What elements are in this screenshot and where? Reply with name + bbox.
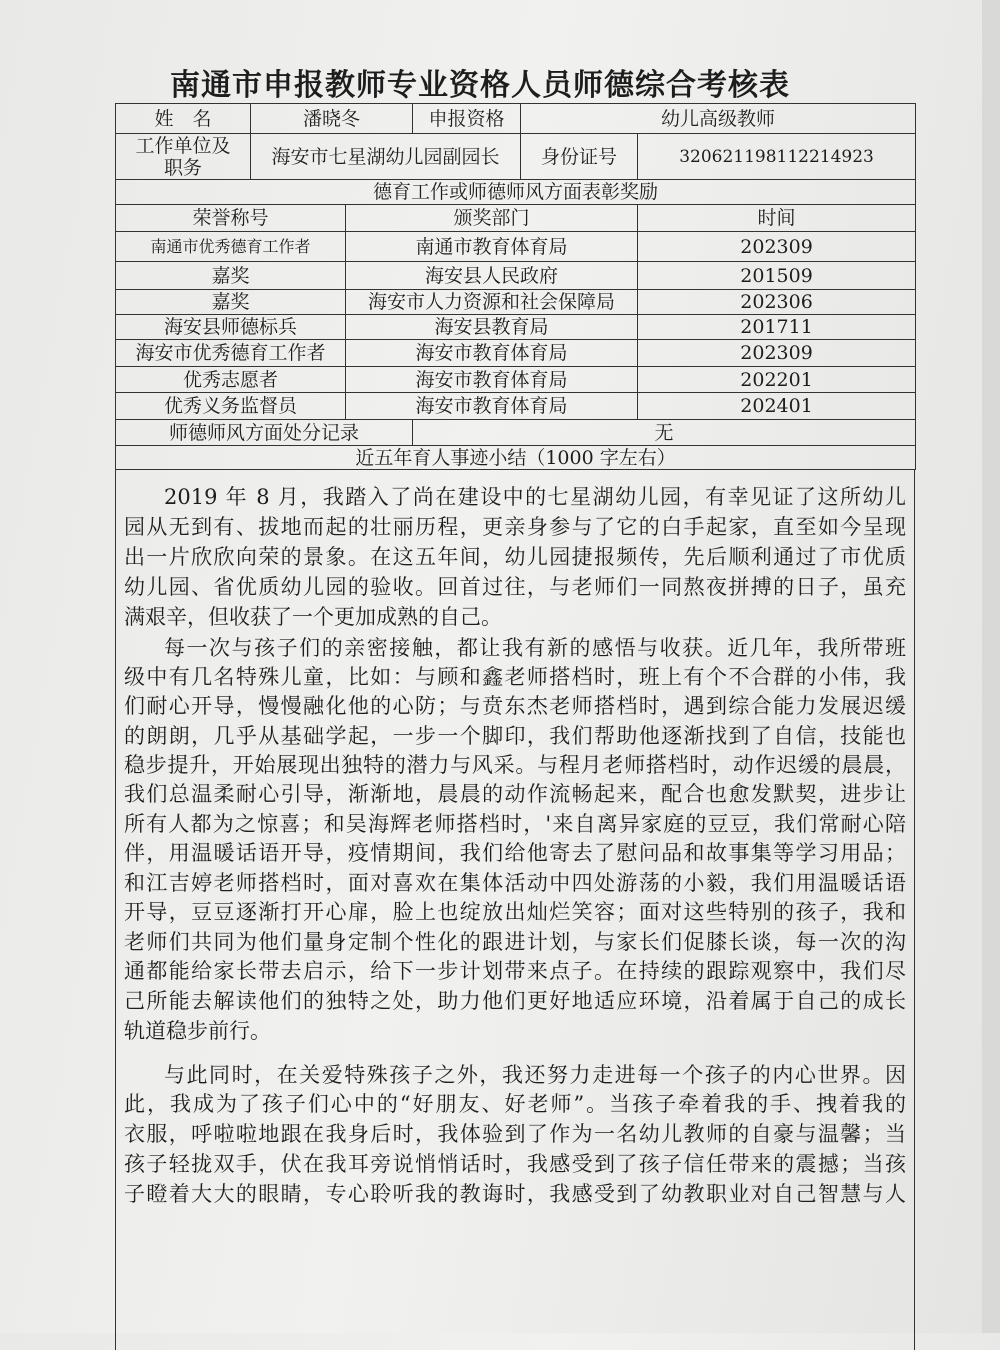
col-header-date: 时间 [638,205,916,232]
qualification-label: 申报资格 [413,104,521,134]
awards-heading: 德育工作或师德师风方面表彰奖励 [116,180,916,205]
assessment-table [115,103,916,470]
summary-line: 的朗朗，几乎从基础学起，一步一个脚印，我们帮助他逐渐找到了自信，技能也 [124,724,906,748]
summary-line: 园从无到有、拔地而起的壮丽历程，更亲身参与了它的白手起家，直至如今呈现 [124,515,906,539]
award-issuer: 海安市教育体育局 [346,340,638,367]
summary-line: 开导，豆豆逐渐打开心扉，脸上也绽放出灿烂笑容；面对这些特别的孩子，我和 [124,900,906,924]
award-issuer: 海安市教育体育局 [346,393,638,420]
award-row [116,367,916,393]
summary-line: 我们总温柔耐心引导，渐渐地，晨晨的动作流畅起来，配合也愈发默契，进步让 [124,782,906,806]
summary-line: 满艰辛，但收获了一个更加成熟的自己。 [124,605,502,629]
award-issuer: 海安市人力资源和社会保障局 [346,290,638,315]
summary-line: 与此同时，在关爱特殊孩子之外，我还努力走进每一个孩子的内心世界。因 [164,1063,906,1087]
award-date: 202306 [638,290,916,315]
award-honor: 海安市优秀德育工作者 [116,340,346,367]
employer-value: 海安市七星湖幼儿园副园长 [251,134,521,180]
award-row [116,393,916,420]
summary-line: 子瞪着大大的眼睛，专心聆听我的教诲时，我感受到了幼教职业对自己智慧与人 [124,1182,906,1206]
summary-line: 衣服，呼啦啦地跟在我身后时，我体验到了作为一名幼儿教师的自豪与温馨；当 [124,1122,906,1146]
award-issuer: 海安县教育局 [346,315,638,340]
award-date: 201509 [638,262,916,290]
summary-line: 2019 年 8 月，我踏入了尚在建设中的七星湖幼儿园，有幸见证了这所幼儿 [164,485,906,509]
summary-line: 每一次与孩子们的亲密接触，都让我有新的感悟与收获。近几年，我所带班 [164,636,906,660]
award-issuer: 海安市教育体育局 [346,367,638,393]
summary-line: 老师们共同为他们量身定制个性化的跟进计划，与家长们促膝长谈，每一次的沟 [124,930,906,954]
employer-label: 工作单位及职务 [116,134,251,180]
summary-line: 和江吉婷老师搭档时，面对喜欢在集体活动中四处游荡的小毅，我们用温暖话语 [124,871,906,895]
award-issuer: 南通市教育体育局 [346,232,638,262]
award-issuer: 海安县人民政府 [346,262,638,290]
award-row [116,290,916,315]
summary-line: 轨道稳步前行。 [124,1019,271,1043]
penalty-label: 师德师风方面处分记录 [116,420,413,446]
summary-line: 此，我成为了孩子们心中的“好朋友、好老师”。当孩子牵着我的手、拽着我的 [124,1092,906,1116]
penalty-value: 无 [413,420,916,446]
summary-line: 所有人都为之惊喜；和吴海辉老师搭档时，'来自离异家庭的豆豆，我们常耐心陪 [124,812,906,836]
award-date: 201711 [638,315,916,340]
award-row [116,262,916,290]
summary-line: 出一片欣欣向荣的景象。在这五年间，幼儿园捷报频传，先后顺利通过了市优质 [124,545,906,569]
award-honor: 南通市优秀德育工作者 [116,232,346,262]
summary-line: 通都能给家长带去启示，给下一步计划带来点子。在持续的跟踪观察中，我们尽 [124,959,906,983]
summary-line: 幼儿园、省优质幼儿园的验收。回首过往，与老师们一同熬夜拼搏的日子，虽充 [124,575,906,599]
award-row [116,340,916,367]
document-title: 南通市申报教师专业资格人员师德综合考核表 [170,68,790,103]
award-honor: 嘉奖 [116,290,346,315]
summary-line: 们耐心开导，慢慢融化他的心防；与贲东杰老师搭档时，遇到综合能力发展迟缓 [124,694,906,718]
summary-heading: 近五年育人事迹小结（1000 字左右） [116,446,916,470]
summary-line: 级中有几名特殊儿童，比如：与顾和鑫老师搭档时，班上有个不合群的小伟，我 [124,665,906,689]
award-date: 202201 [638,367,916,393]
summary-line: 孩子轻拢双手，伏在我耳旁说悄悄话时，我感受到了孩子信任带来的震撼；当孩 [124,1152,906,1176]
id-label: 身份证号 [521,134,638,180]
award-date: 202309 [638,340,916,367]
col-header-honor: 荣誉称号 [116,205,346,232]
summary-line: 伴，用温暖话语开导，疫情期间，我们给他寄去了慰问品和故事集等学习用品； [124,841,906,865]
award-row [116,232,916,262]
name-value: 潘晓冬 [251,104,413,134]
id-value: 320621198112214923 [638,134,916,180]
award-date: 202309 [638,232,916,262]
qualification-value: 幼儿高级教师 [521,104,916,134]
award-honor: 优秀志愿者 [116,367,346,393]
adjacent-page-edge [982,0,1000,1333]
award-row [116,315,916,340]
summary-line: 己所能去解读他们的独特之处，助力他们更好地适应环境，沿着属于自己的成长 [124,989,906,1013]
award-honor: 海安县师德标兵 [116,315,346,340]
award-date: 202401 [638,393,916,420]
summary-body [115,470,915,1350]
name-label: 姓 名 [116,104,251,134]
award-honor: 优秀义务监督员 [116,393,346,420]
col-header-issuer: 颁奖部门 [346,205,638,232]
summary-line: 稳步提升，开始展现出独特的潜力与风采。与程月老师搭档时，动作迟缓的晨晨， [124,753,906,777]
award-honor: 嘉奖 [116,262,346,290]
